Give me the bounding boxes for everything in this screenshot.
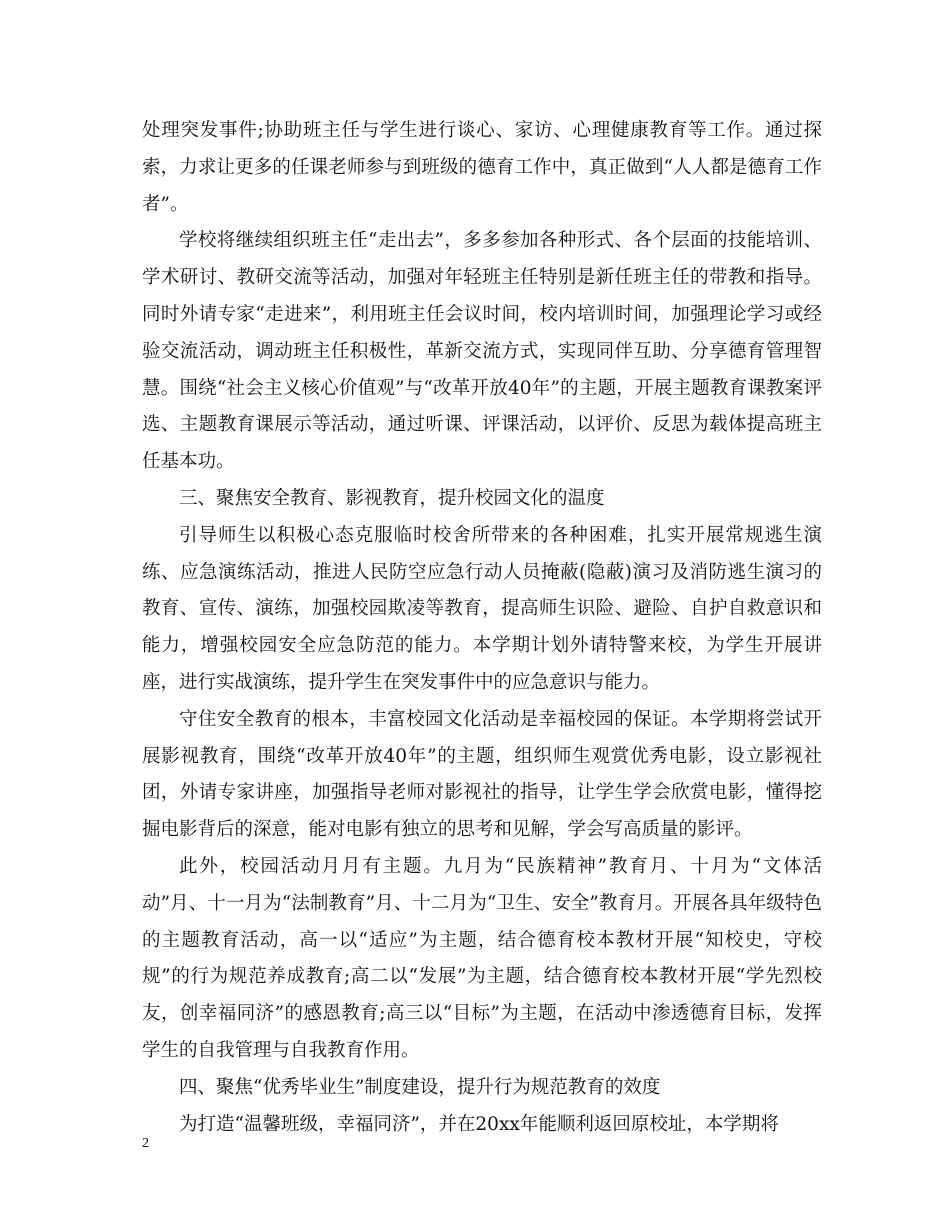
section-heading-3: 三、聚焦安全教育、影视教育，提升校园文化的温度 — [179, 487, 605, 509]
paragraph-5: 守住安全教育的根本，丰富校园文化活动是幸福校园的保证。本学期将尝试开展影视教育，围绕“改革开放40年”的主题，组织师生观赏优秀电影，设立影视社团，外请专家讲座，加强指导老师对影视社的指导，让学生学会欣赏电影，懂得挖掘电影背后的深意，能对电影有独立的思考和见解，学会写高质量的影评。 — [142, 708, 822, 841]
paragraph-8: 为打造“温馨班级，幸福同济”，并在20xx年能顺利返回原校址，本学期将 — [179, 1113, 779, 1135]
paragraph-4: 引导师生以积极心态克服临时校舍所带来的各种困难，扎实开展常规逃生演练、应急演练活动，推进人民防空应急行动人员掩蔽(隐蔽)演习及消防逃生演习的教育、宣传、演练，加强校园欺凌等教育，提高师生识险、避险、自护自救意识和能力，增强校园安全应急防范的能力。本学期计划外请特警来校，为学生开展讲座，进行实战演练，提升学生在突发事件中的应急意识与能力。 — [142, 524, 822, 693]
paragraph-2: 学校将继续组织班主任“走出去”，多多参加各种形式、各个层面的技能培训、学术研讨、教研交流等活动，加强对年轻班主任特别是新任班主任的带教和指导。同时外请专家“走进来”，利用班主任会议时间，校内培训时间，加强理论学习或经验交流活动，调动班主任积极性，革新交流方式，实现同伴互助、分享德育管理智慧。围绕“社会主义核心价值观”与“改革开放40年”的主题，开展主题教育课教案评选、主题教育课展示等活动，通过听课、评课活动，以评价、反思为载体提高班主任基本功。 — [142, 230, 822, 473]
paragraph-1: 处理突发事件;协助班主任与学生进行谈心、家访、心理健康教育等工作。通过探索，力求让更多的任课老师参与到班级的德育工作中，真正做到“人人都是德育工作者”。 — [142, 120, 822, 215]
paragraph-6: 此外，校园活动月月有主题。九月为“民族精神”教育月、十月为“文体活动”月、十一月为“法制教育”月、十二月为“卫生、安全”教育月。开展各具年级特色的主题教育活动，高一以“适应”为主题，结合德育校本教材开展“知校史，守校规”的行为规范养成教育;高二以“发展”为主题，结合德育校本教材开展“学先烈校友，创幸福同济”的感恩教育;高三以“目标”为主题，在活动中渗透德育目标，发挥学生的自我管理与自我教育作用。 — [142, 855, 822, 1061]
section-heading-4: 四、聚焦“优秀毕业生”制度建设，提升行为规范教育的效度 — [179, 1076, 661, 1098]
page-number: 2 — [142, 1136, 149, 1151]
document-body — [142, 113, 822, 1143]
